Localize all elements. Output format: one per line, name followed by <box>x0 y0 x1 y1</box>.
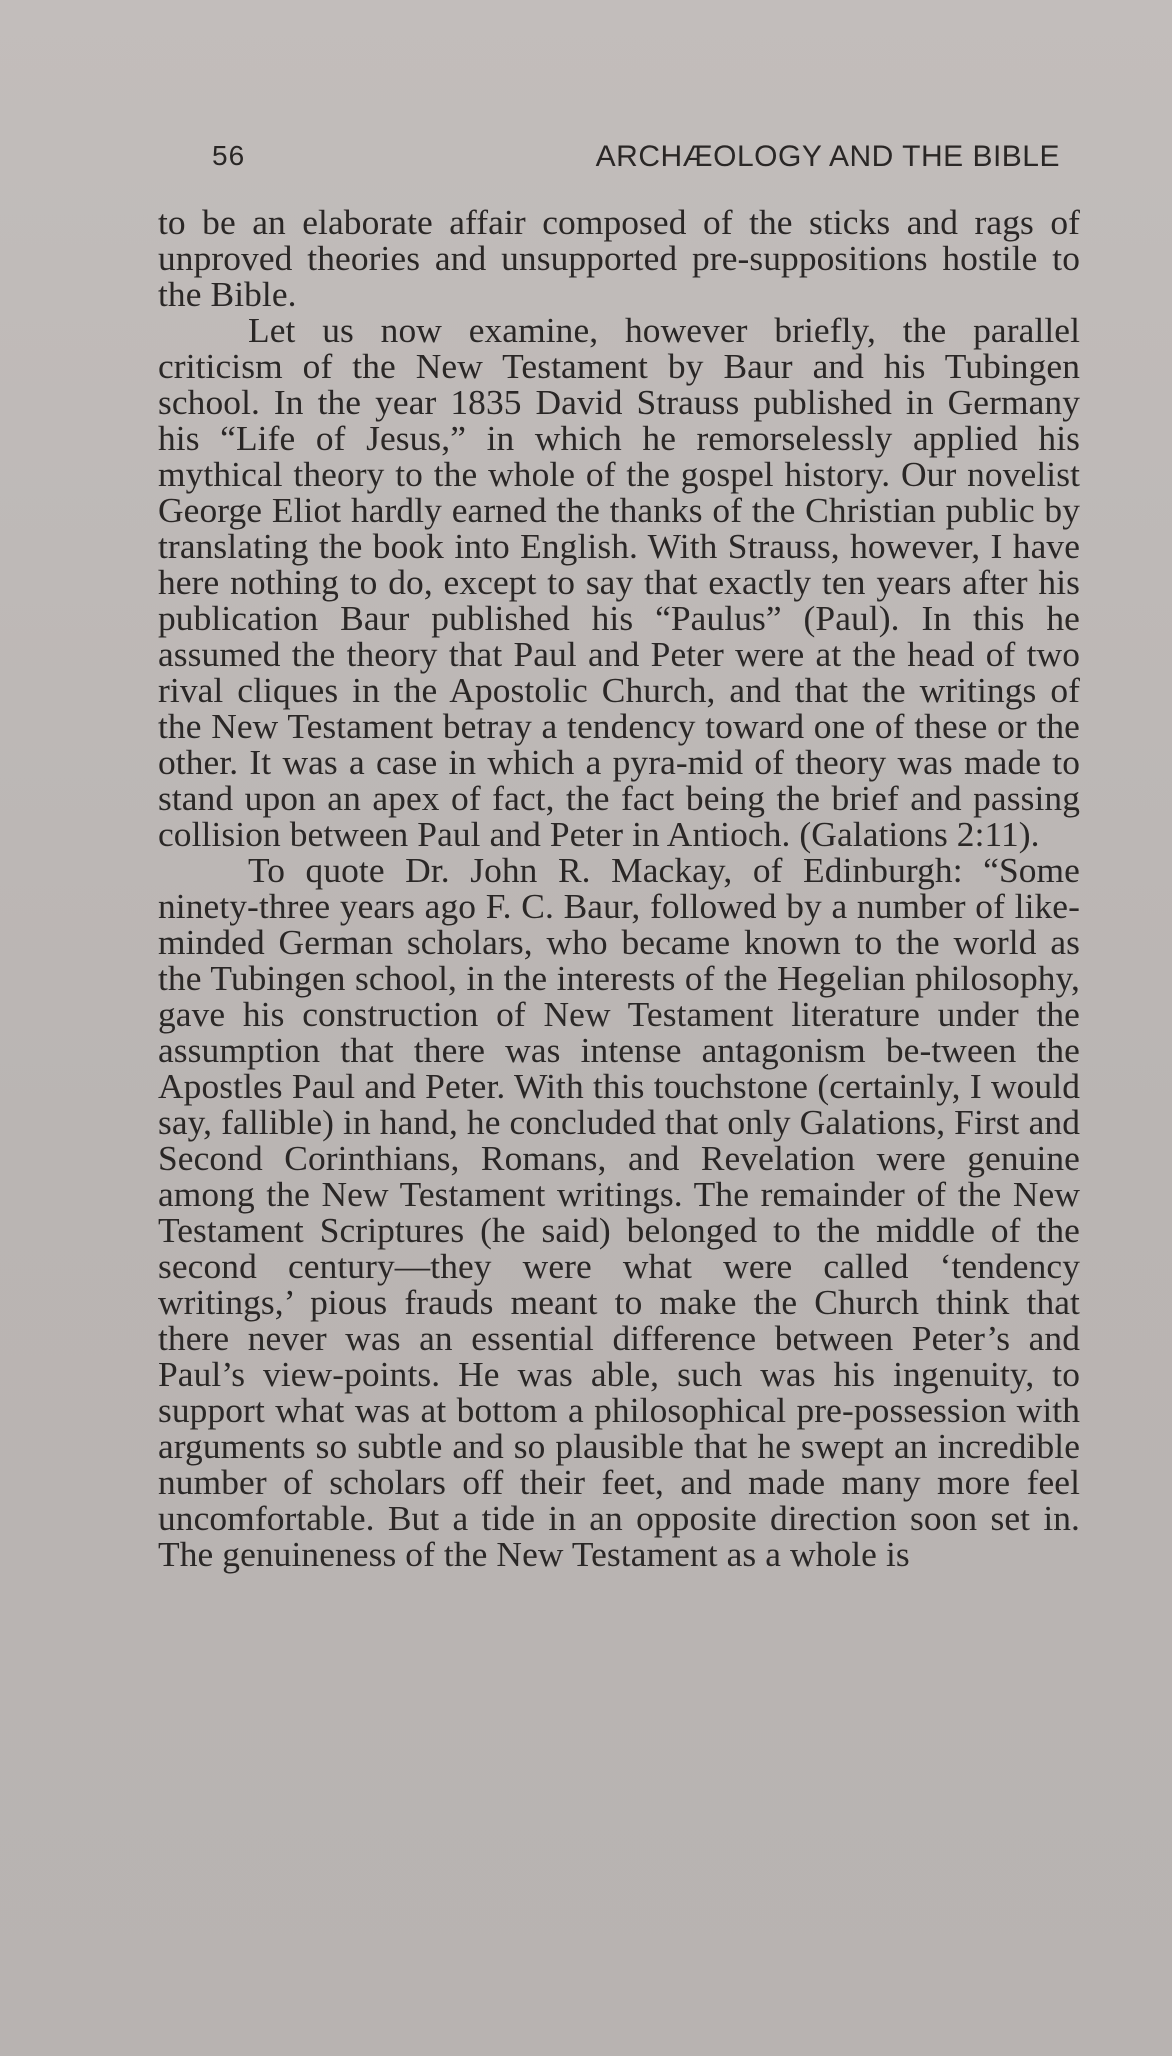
paragraph-baur-criticism: Let us now examine, however briefly, the parallel criticism of the New Testament by Baur and his Tubingen school. In the year 1835 David Strauss published in Germany his “Life of Jesus,” in which he remorselessly applied his mythical theory to the whole of the gospel history. Our novelist George Eliot hardly earned the thanks of the Christian public by translating the book into English. With Strauss, however, I have here nothing to do, except to say that exactly ten years after his publication Baur published his “Paulus” (Paul). In this he assumed the theory that Paul and Peter were at the head of two rival cliques in the Apostolic Church, and that the writings of the New Testament betray a tendency toward one of these or the other. It was a case in which a pyra-mid of theory was made to stand upon an apex of fact, the fact being the brief and passing collision between Paul and Peter in Antioch. (Galations 2:11). <box>158 310 1080 854</box>
paragraph-mackay-quote: To quote Dr. John R. Mackay, of Edinburgh: “Some ninety-three years ago F. C. Baur, followed by a number of like-minded German scholars, who became known to the world as the Tubingen school, in the interests of the Hegelian philosophy, gave his construction of New Testament literature under the assumption that there was intense antagonism be-tween the Apostles Paul and Peter. With this touchstone (certainly, I would say, fallible) in hand, he concluded that only Galations, First and Second Corinthians, Romans, and Revelation were genuine among the New Testament writings. The remainder of the New Testament Scriptures (he said) belonged to the middle of the second century—they were what were called ‘tendency writings,’ pious frauds meant to make the Church think that there never was an essential difference between Peter’s and Paul’s view-points. He was able, such was his ingenuity, to support what was at bottom a philosophical pre-possession with arguments so subtle and so plausible that he swept an incredible number of scholars off their feet, and made many more feel uncomfortable. But a tide in an opposite direction soon set in. The genuineness of the New Testament as a whole is <box>158 850 1080 1574</box>
paragraph-continuation: to be an elaborate affair composed of the sticks and rags of unproved theories and unsupported pre-suppositions hostile to the Bible. <box>158 202 1080 314</box>
body-text <box>158 204 1080 1572</box>
page-header <box>212 140 1060 184</box>
running-head: ARCHÆOLOGY AND THE BIBLE <box>595 140 1060 173</box>
page-number: 56 <box>212 140 246 171</box>
